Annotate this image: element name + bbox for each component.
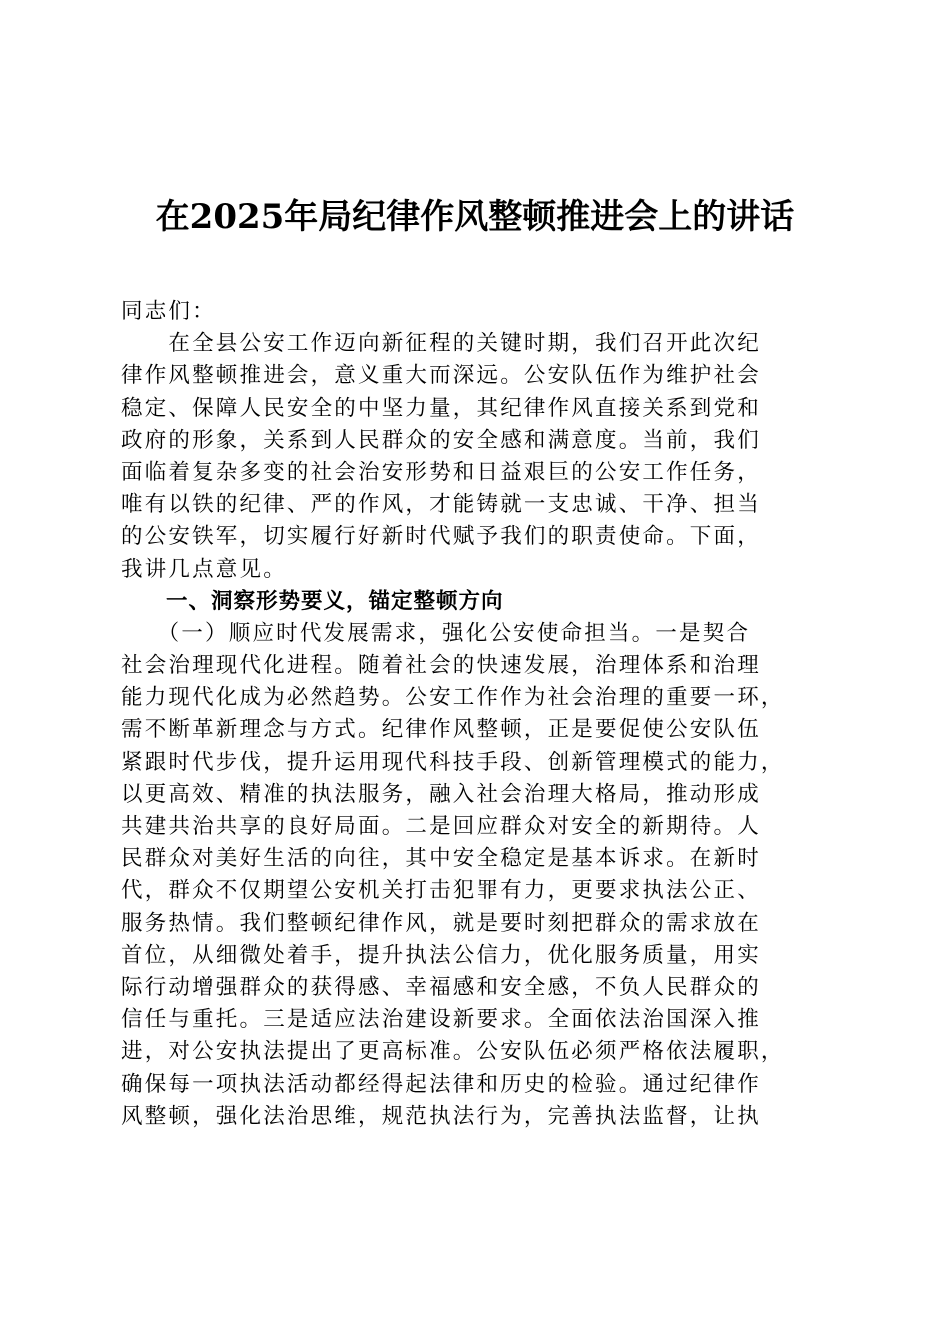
paragraph-line: 在全县公安工作迈向新征程的关键时期，我们召开此次纪 xyxy=(121,331,761,357)
section-line: 进，对公安执法提出了更高标准。公安队伍必须严格依法履职， xyxy=(121,1039,785,1065)
salutation: 同志们： xyxy=(121,299,216,324)
section-heading: 一、洞察形势要义，锚定整顿方向 xyxy=(121,588,504,614)
section-line: 能力现代化成为必然趋势。公安工作作为社会治理的重要一环， xyxy=(121,685,785,711)
section-line: 信任与重托。三是适应法治建设新要求。全面依法治国深入推 xyxy=(121,1007,761,1033)
document-title: 在2025年局纪律作风整顿推进会上的讲话 xyxy=(155,197,795,237)
section-line: 确保每一项执法活动都经得起法律和历史的检验。通过纪律作 xyxy=(121,1071,761,1097)
section-line: （一）顺应时代发展需求，强化公安使命担当。一是契合 xyxy=(121,620,751,646)
section-line: 以更高效、精准的执法服务，融入社会治理大格局，推动形成 xyxy=(121,781,761,807)
section-line: 民群众对美好生活的向往，其中安全稳定是基本诉求。在新时 xyxy=(121,846,761,872)
paragraph-line: 唯有以铁的纪律、严的作风，才能铸就一支忠诚、干净、担当 xyxy=(121,492,761,518)
section-line: 社会治理现代化进程。随着社会的快速发展，治理体系和治理 xyxy=(121,653,761,679)
section-line: 紧跟时代步伐，提升运用现代科技手段、创新管理模式的能力， xyxy=(121,749,785,775)
paragraph-line: 律作风整顿推进会，意义重大而深远。公安队伍作为维护社会 xyxy=(121,363,761,389)
section-line: 需不断革新理念与方式。纪律作风整顿，正是要促使公安队伍 xyxy=(121,717,761,743)
section-line: 共建共治共享的良好局面。二是回应群众对安全的新期待。人 xyxy=(121,814,761,839)
paragraph-line: 面临着复杂多变的社会治安形势和日益艰巨的公安工作任务， xyxy=(121,459,761,485)
section-line: 首位，从细微处着手，提升执法公信力，优化服务质量，用实 xyxy=(121,942,761,968)
paragraph-line: 政府的形象，关系到人民群众的安全感和满意度。当前，我们 xyxy=(121,427,761,453)
section-line: 代，群众不仅期望公安机关打击犯罪有力，更要求执法公正、 xyxy=(121,878,761,904)
paragraph-line: 稳定、保障人民安全的中坚力量，其纪律作风直接关系到党和 xyxy=(121,395,761,421)
paragraph-line: 的公安铁军，切实履行好新时代赋予我们的职责使命。下面， xyxy=(121,524,761,550)
section-line: 际行动增强群众的获得感、幸福感和安全感，不负人民群众的 xyxy=(121,974,761,1000)
document-body xyxy=(121,296,821,1133)
section-line: 服务热情。我们整顿纪律作风，就是要时刻把群众的需求放在 xyxy=(121,910,761,936)
section-line: 风整顿，强化法治思维，规范执法行为，完善执法监督，让执 xyxy=(121,1103,761,1129)
paragraph-line: 我讲几点意见。 xyxy=(121,556,287,582)
